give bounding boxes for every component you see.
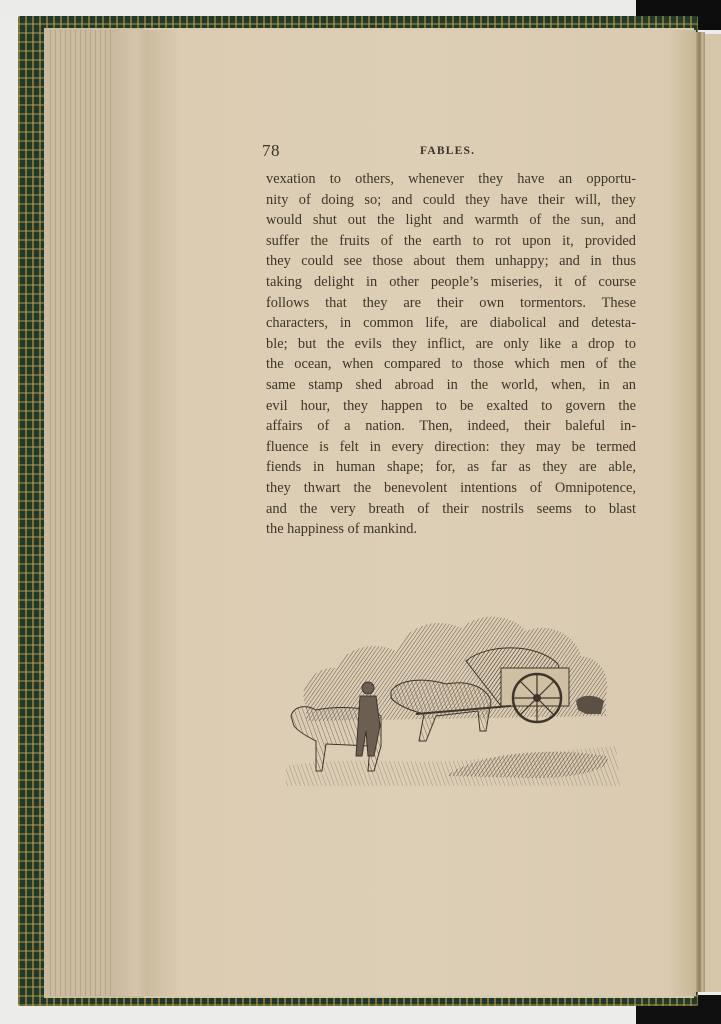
text-line: taking delight in other people’s miseries, it of course [266, 273, 636, 290]
text-line: fiends in human shape; for, as far as they are able, [266, 459, 636, 476]
text-line: evil hour, they happen to be exalted to govern the [266, 397, 636, 414]
text-line: follows that they are their own tormentors. These [266, 294, 636, 311]
gutter [696, 32, 705, 992]
engraving-illustration [286, 606, 620, 786]
text-line: affairs of a nation. Then, indeed, their baleful in- [266, 418, 636, 435]
text-line: characters, in common life, are diabolical and detesta- [266, 315, 636, 332]
text-line: the ocean, when compared to those which men of the [266, 356, 636, 373]
text-line: fluence is felt in every direction: they may be termed [266, 438, 636, 455]
page-edge-lines [50, 30, 114, 996]
running-head: FABLES. [420, 145, 476, 157]
text-line: would shut out the light and warmth of the sun, and [266, 212, 636, 229]
text-line: they could see those about them unhappy; and in thus [266, 253, 636, 270]
text-line: the happiness of mankind. [266, 521, 418, 538]
page-number: 78 [262, 141, 280, 160]
text-line: nity of doing so; and could they have their will, they [266, 191, 636, 208]
text-line: and the very breath of their nostrils seems to blast [266, 500, 636, 517]
text-line: vexation to others, whenever they have an opportu- [266, 171, 636, 187]
text-line: same stamp shed abroad in the world, when, in an [266, 376, 636, 393]
leaf-shadow [112, 30, 152, 996]
text-line: ble; but the evils they inflict, are only like a drop to [266, 335, 636, 352]
background-bottom [0, 1003, 636, 1024]
body-text [266, 169, 636, 540]
facing-page-edge [705, 34, 721, 992]
text-line: suffer the fruits of the earth to rot upon it, provided [266, 232, 636, 249]
text-line: they thwart the benevolent intentions of Omnipotence, [266, 479, 636, 496]
